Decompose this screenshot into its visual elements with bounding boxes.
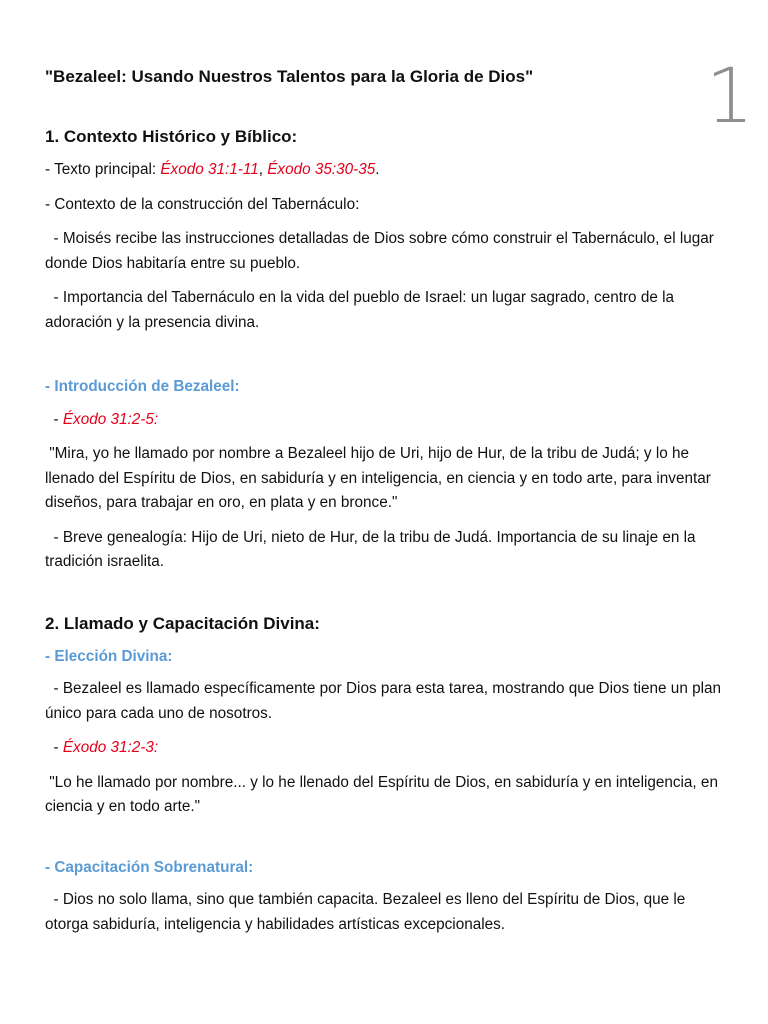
- bullet-dash: -: [45, 410, 63, 428]
- reference-exodo-35-30-35: Éxodo 35:30-35: [267, 161, 376, 178]
- contexto-line: - Contexto de la construcción del Tabernáculo:: [45, 195, 360, 213]
- bible-quote-31-2-5: "Mira, yo he llamado por nombre a Bezaleel hijo de Uri, hijo de Hur, de la tribu de Judá; y lo he llenado del Espíritu de Dios, en sabiduría y en inteligencia, en ciencia y en todo arte, para inventar diseños, para trabajar en oro, en plata y en bronce.": [45, 445, 716, 511]
- moises-paragraph: - Moisés recibe las instrucciones detalladas de Dios sobre cómo construir el Tabernáculo, el lugar donde Dios habitaría entre su pueblo.: [45, 230, 719, 272]
- introduccion-reference-line: [45, 408, 725, 433]
- section-2-heading: 2. Llamado y Capacitación Divina:: [45, 613, 320, 633]
- capacitacion-paragraph: - Dios no solo llama, sino que también capacita. Bezaleel es lleno del Espíritu de Dios, que le otorga sabiduría, inteligencia y habilidades artísticas excepcionales.: [45, 891, 690, 933]
- introduccion-subheading: - Introducción de Bezaleel:: [45, 378, 240, 395]
- reference-exodo-31-2-5: Éxodo 31:2-5:: [62, 410, 159, 428]
- document-title: "Bezaleel: Usando Nuestros Talentos para la Gloria de Dios": [45, 67, 534, 86]
- separator-period: .: [375, 161, 380, 178]
- eleccion-subheading: - Elección Divina:: [45, 647, 173, 665]
- eleccion-reference-line: [45, 736, 725, 761]
- page-number: 1: [705, 51, 754, 140]
- texto-principal-line: [45, 158, 725, 183]
- separator-comma: ,: [258, 161, 268, 178]
- importancia-paragraph: - Importancia del Tabernáculo en la vida del pueblo de Israel: un lugar sagrado, centro de la adoración y la presencia divina.: [45, 289, 679, 331]
- reference-exodo-31-2-3: Éxodo 31:2-3:: [62, 739, 159, 756]
- reference-exodo-31-1-11: Éxodo 31:1-11: [160, 161, 259, 178]
- bullet-dash: -: [45, 739, 63, 756]
- eleccion-paragraph: - Bezaleel es llamado específicamente por Dios para esta tarea, mostrando que Dios tiene un plan único para cada uno de nosotros.: [45, 680, 726, 722]
- section-1-heading: 1. Contexto Histórico y Bíblico:: [45, 127, 298, 146]
- capacitacion-subheading: - Capacitación Sobrenatural:: [45, 858, 254, 876]
- document-body: [45, 64, 725, 937]
- texto-principal-label: - Texto principal:: [45, 161, 161, 178]
- bible-quote-31-2-3: "Lo he llamado por nombre... y lo he llenado del Espíritu de Dios, en sabiduría y en inteligencia, en ciencia y en todo arte.": [45, 773, 723, 815]
- genealogia-paragraph: - Breve genealogía: Hijo de Uri, nieto de Hur, de la tribu de Judá. Importancia de su linaje en la tradición israelita.: [45, 528, 700, 570]
